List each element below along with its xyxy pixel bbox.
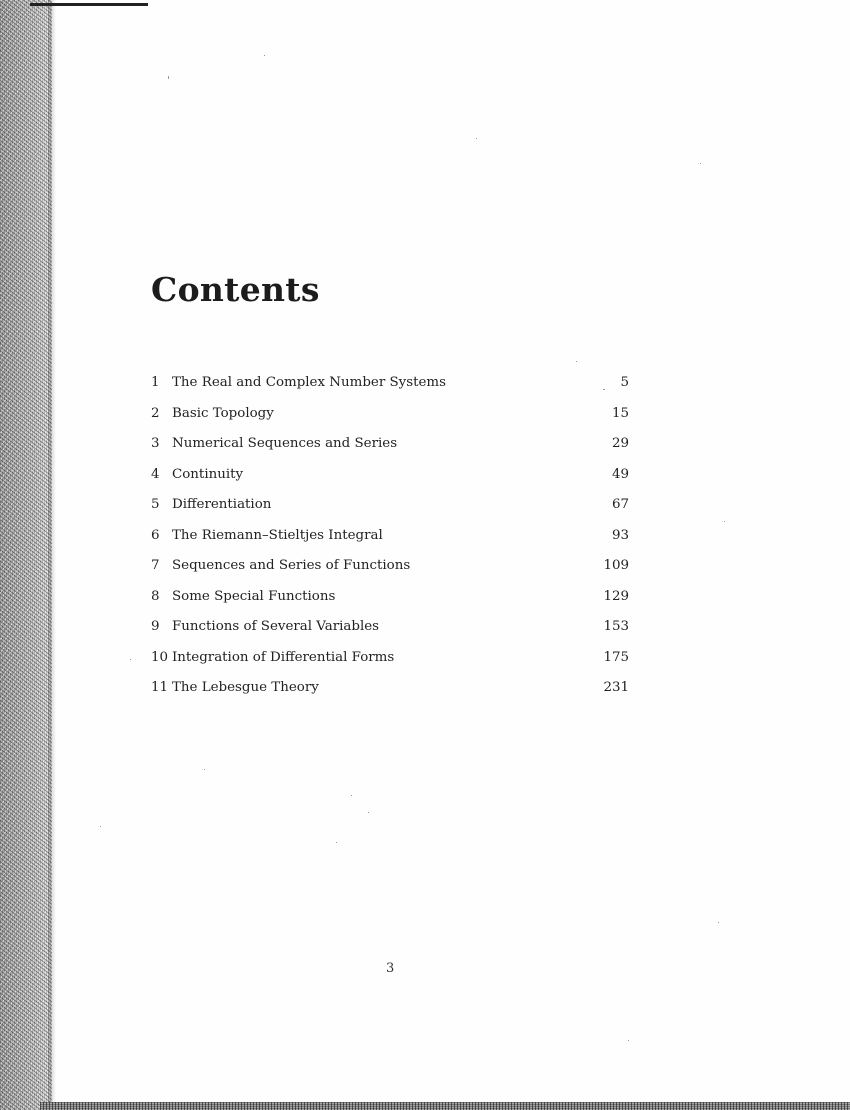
scan-speck — [476, 138, 477, 139]
chapter-page: 175 — [603, 649, 629, 665]
toc-entry — [151, 525, 629, 556]
toc-entry — [151, 403, 629, 434]
chapter-title: Continuity — [172, 466, 244, 482]
chapter-number: 2 — [151, 405, 160, 421]
chapter-number: 7 — [151, 558, 160, 573]
chapter-number: 1 — [151, 375, 160, 390]
table-of-contents — [151, 372, 629, 708]
chapter-number: 9 — [151, 619, 160, 634]
chapter-title: Differentiation — [172, 497, 272, 512]
chapter-number: 11 — [151, 680, 169, 695]
chapter-page: 49 — [611, 466, 629, 482]
chapter-title: Numerical Sequences and Series — [172, 436, 398, 451]
chapter-page: 231 — [603, 680, 629, 695]
scan-bottom-edge — [40, 1102, 850, 1110]
scan-speck — [368, 812, 369, 813]
chapter-title: Basic Topology — [172, 405, 274, 421]
toc-entry — [151, 677, 629, 708]
chapter-number: 4 — [151, 466, 160, 482]
scan-speck — [264, 55, 265, 56]
scan-speck — [724, 521, 725, 522]
scan-speck — [576, 361, 577, 362]
toc-entry — [151, 616, 629, 647]
toc-entry — [151, 464, 629, 495]
contents-heading: Contents — [151, 270, 320, 309]
toc-entry — [151, 586, 629, 617]
scan-speck — [718, 922, 719, 923]
chapter-title: The Lebesgue Theory — [172, 680, 319, 695]
chapter-page: 5 — [620, 375, 629, 390]
chapter-page: 29 — [611, 436, 629, 451]
scan-speck — [204, 769, 205, 770]
chapter-number: 8 — [151, 588, 160, 604]
binding-edge — [0, 0, 52, 1110]
toc-entry — [151, 494, 629, 525]
scan-speck — [628, 1040, 629, 1041]
chapter-title: Functions of Several Variables — [172, 619, 380, 634]
toc-entry — [151, 433, 629, 464]
chapter-title: Some Special Functions — [172, 588, 336, 604]
toc-entry — [151, 372, 629, 403]
page-number: 3 — [386, 961, 395, 976]
scan-speck — [100, 826, 101, 827]
chapter-number: 10 — [151, 649, 169, 665]
chapter-title: Sequences and Series of Functions — [172, 558, 411, 573]
scan-speck — [700, 163, 701, 164]
toc-entry — [151, 555, 629, 586]
scan-speck — [130, 659, 131, 660]
chapter-page: 129 — [603, 588, 629, 604]
chapter-number: 5 — [151, 497, 160, 512]
scan-speck — [351, 795, 352, 796]
toc-entry — [151, 647, 629, 678]
scan-artifact-line — [30, 3, 148, 6]
chapter-title: The Riemann–Stieltjes Integral — [172, 527, 383, 543]
chapter-title: The Real and Complex Number Systems — [172, 375, 446, 390]
scan-speck — [168, 76, 169, 79]
chapter-page: 153 — [603, 619, 629, 634]
scan-speck — [336, 842, 337, 843]
chapter-number: 6 — [151, 527, 160, 543]
binding-shadow — [48, 0, 56, 1110]
chapter-page: 67 — [611, 497, 629, 512]
chapter-number: 3 — [151, 436, 160, 451]
chapter-page: 15 — [611, 405, 629, 421]
chapter-page: 109 — [603, 558, 629, 573]
chapter-title: Integration of Differential Forms — [172, 649, 395, 665]
chapter-page: 93 — [611, 527, 629, 543]
